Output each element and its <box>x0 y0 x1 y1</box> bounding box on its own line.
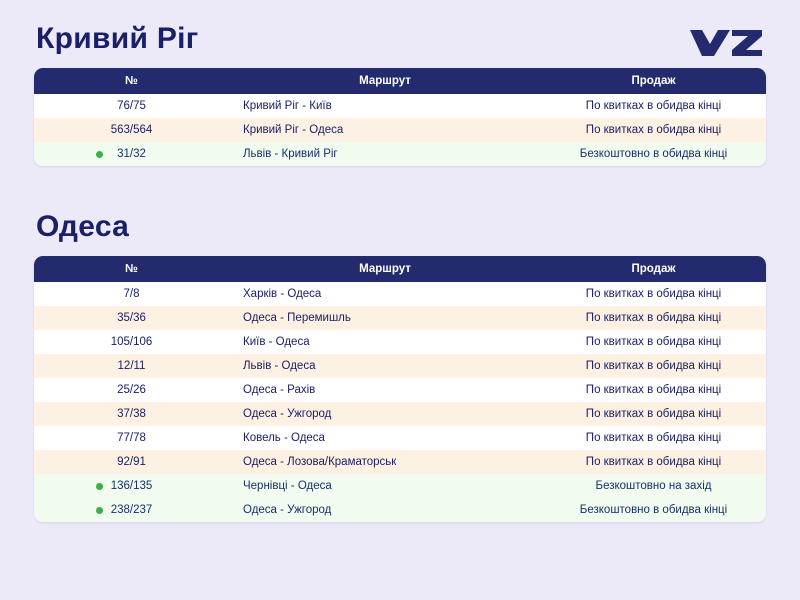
cell-sale: По квитках в обидва кінці <box>585 360 722 372</box>
section-title: Кривий Ріг <box>36 22 199 55</box>
schedule-table <box>34 256 766 522</box>
cell-number: 563/564 <box>110 124 153 136</box>
table-row <box>34 498 766 522</box>
cell-sale: По квитках в обидва кінці <box>585 456 722 468</box>
table-row <box>34 426 766 450</box>
table-row <box>34 306 766 330</box>
cell-route: Одеса - Лозова/Краматорськ <box>243 456 397 468</box>
cell-sale: По квитках в обидва кінці <box>585 384 722 396</box>
free-indicator-icon <box>96 151 103 158</box>
cell-number <box>34 142 229 166</box>
table-header-row <box>34 68 766 94</box>
cell-route: Одеса - Ужгород <box>243 504 332 516</box>
cell-number: 25/26 <box>117 384 146 396</box>
cell-route: Одеса - Рахів <box>243 384 316 396</box>
table-row <box>34 94 766 118</box>
table-row <box>34 118 766 142</box>
cell-number: 105/106 <box>110 336 153 348</box>
cell-number <box>34 474 229 498</box>
cell-sale: По квитках в обидва кінці <box>585 100 722 112</box>
table-row <box>34 282 766 306</box>
cell-route: Чернівці - Одеса <box>243 480 332 492</box>
table-row <box>34 450 766 474</box>
column-header-route: Маршрут <box>359 263 411 275</box>
section-spacer <box>34 172 766 206</box>
cell-route: Кривий Ріг - Одеса <box>243 124 344 136</box>
cell-sale: По квитках в обидва кінці <box>585 432 722 444</box>
cell-number-label: 136/135 <box>110 480 153 492</box>
cell-route: Одеса - Ужгород <box>243 408 332 420</box>
cell-number: 37/38 <box>117 408 146 420</box>
cell-sale: По квитках в обидва кінці <box>585 336 722 348</box>
table-row <box>34 330 766 354</box>
column-header-number: № <box>125 263 138 275</box>
cell-number-label: 31/32 <box>117 148 146 160</box>
cell-route: Харків - Одеса <box>243 288 322 300</box>
cell-number: 92/91 <box>117 456 146 468</box>
section-kryvyi-rih <box>34 22 766 166</box>
cell-number: 76/75 <box>117 100 146 112</box>
table-row <box>34 378 766 402</box>
table-row <box>34 474 766 498</box>
schedule-table <box>34 68 766 166</box>
cell-sale: Безкоштовно в обидва кінці <box>579 148 728 160</box>
cell-sale: Безкоштовно в обидва кінці <box>579 504 728 516</box>
cell-route: Ковель - Одеса <box>243 432 325 444</box>
column-header-route: Маршрут <box>359 75 411 87</box>
free-indicator-icon <box>96 483 103 490</box>
section-odesa <box>34 210 766 522</box>
column-header-number: № <box>125 75 138 87</box>
table-row <box>34 402 766 426</box>
cell-number: 12/11 <box>117 360 146 372</box>
uz-logo-icon <box>688 26 764 60</box>
cell-number: 7/8 <box>123 288 140 300</box>
section-title: Одеса <box>36 210 130 243</box>
free-indicator-icon <box>96 507 103 514</box>
table-row <box>34 354 766 378</box>
column-header-sale: Продаж <box>631 263 676 275</box>
cell-number <box>34 498 229 522</box>
cell-route: Київ - Одеса <box>243 336 310 348</box>
table-header-row <box>34 256 766 282</box>
cell-sale: По квитках в обидва кінці <box>585 288 722 300</box>
cell-number: 77/78 <box>117 432 146 444</box>
cell-number: 35/36 <box>117 312 146 324</box>
cell-route: Львів - Кривий Ріг <box>243 148 338 160</box>
table-row <box>34 142 766 166</box>
cell-sale: Безкоштовно на захід <box>595 480 712 492</box>
cell-sale: По квитках в обидва кінці <box>585 312 722 324</box>
cell-route: Кривий Ріг - Київ <box>243 100 332 112</box>
cell-route: Львів - Одеса <box>243 360 316 372</box>
cell-route: Одеса - Перемишль <box>243 312 351 324</box>
cell-sale: По квитках в обидва кінці <box>585 408 722 420</box>
cell-sale: По квитках в обидва кінці <box>585 124 722 136</box>
bottom-spacer <box>0 584 800 600</box>
cell-number-label: 238/237 <box>110 504 153 516</box>
column-header-sale: Продаж <box>631 75 676 87</box>
